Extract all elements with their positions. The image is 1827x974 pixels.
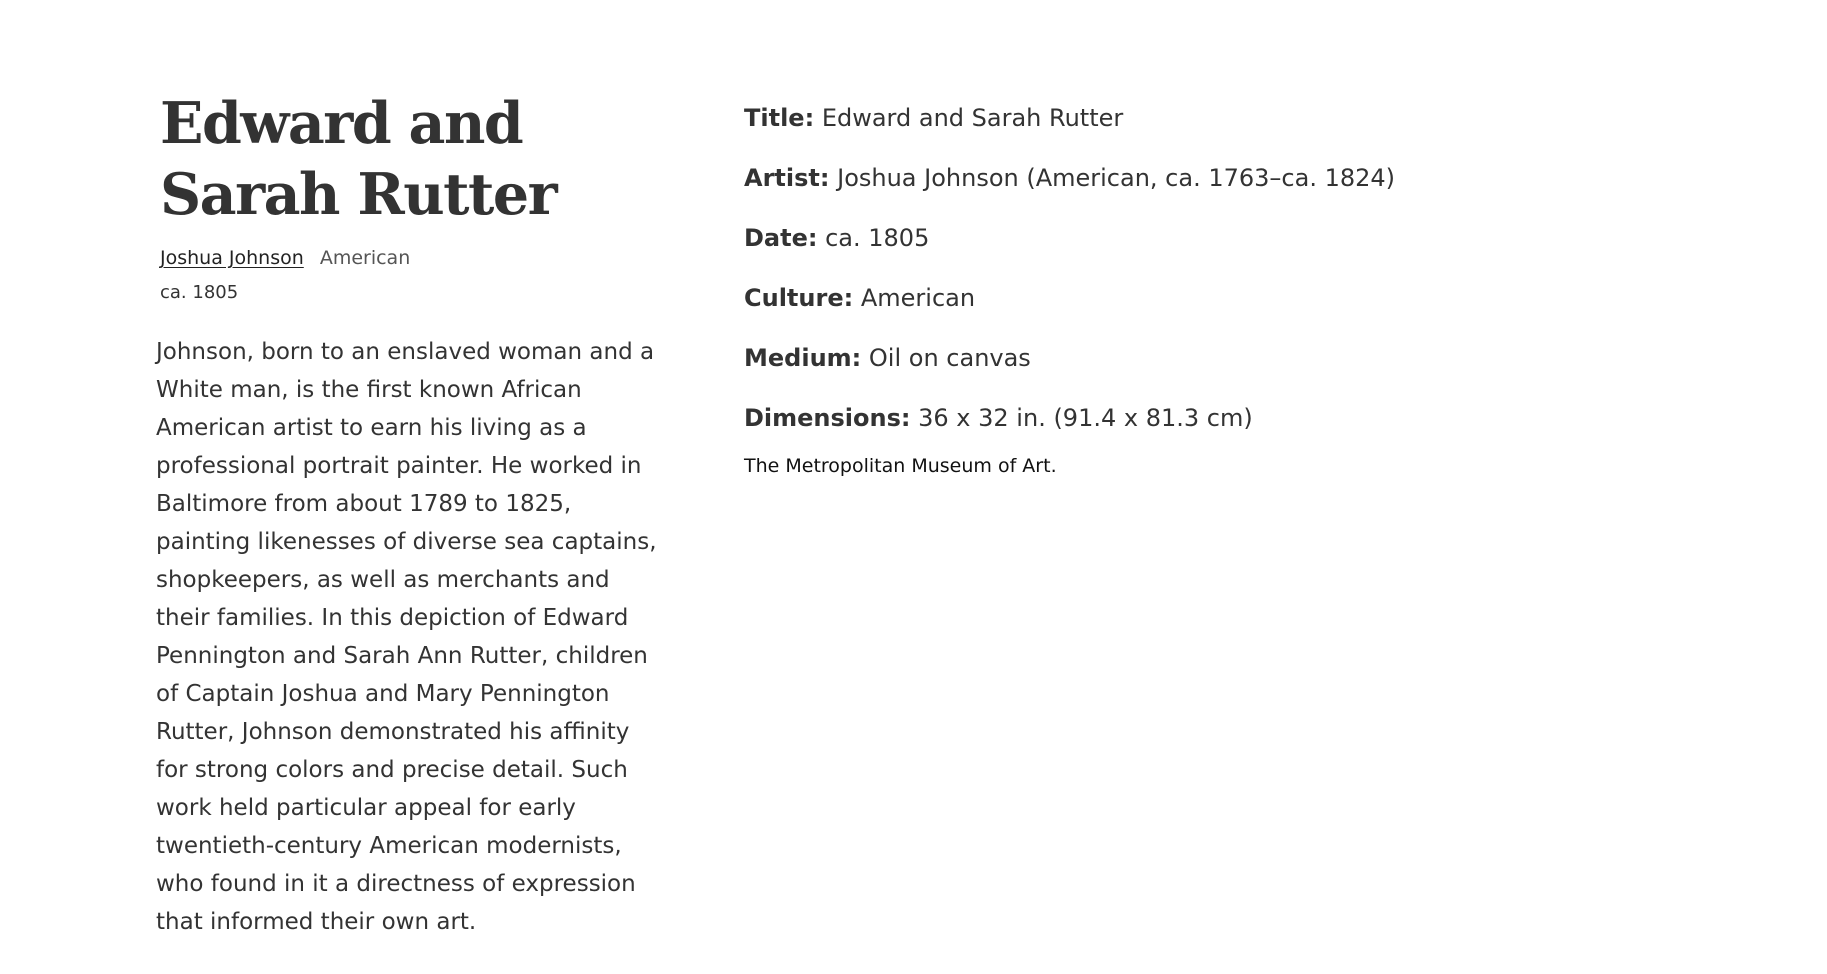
detail-artist bbox=[744, 158, 1444, 198]
artist-nationality: American bbox=[319, 247, 411, 269]
detail-artist-value: Joshua Johnson (American, ca. 1763–ca. 1824) bbox=[837, 164, 1396, 192]
detail-dimensions-label: Dimensions: bbox=[744, 404, 911, 432]
detail-dimensions bbox=[744, 398, 1444, 438]
detail-dimensions-value: 36 x 32 in. (91.4 x 81.3 cm) bbox=[918, 404, 1253, 432]
detail-medium bbox=[744, 338, 1444, 378]
artist-line bbox=[160, 246, 680, 270]
detail-culture-label: Culture: bbox=[744, 284, 854, 312]
detail-date bbox=[744, 218, 1444, 258]
detail-title-value: Edward and Sarah Rutter bbox=[821, 104, 1124, 132]
detail-title bbox=[744, 98, 1444, 138]
detail-date-label: Date: bbox=[744, 224, 818, 252]
credit-line: The Metropolitan Museum of Art. bbox=[744, 455, 1057, 477]
detail-culture bbox=[744, 278, 1444, 318]
detail-medium-value: Oil on canvas bbox=[868, 344, 1031, 372]
artist-link[interactable]: Joshua Johnson bbox=[160, 247, 304, 269]
detail-date-value: ca. 1805 bbox=[825, 224, 930, 252]
artwork-header bbox=[160, 88, 680, 304]
detail-title-label: Title: bbox=[744, 104, 815, 132]
detail-culture-value: American bbox=[860, 284, 976, 312]
artwork-title: Edward and Sarah Rutter bbox=[160, 90, 557, 228]
detail-medium-label: Medium: bbox=[744, 344, 862, 372]
detail-artist-label: Artist: bbox=[744, 164, 830, 192]
artwork-description: Johnson, born to an enslaved woman and a White man, is the first known African American artist to earn his living as a professional portrait painter. He worked in Baltimore from about 1789 to 1825, painting likenesses of diverse sea captains, shopkeepers, as well as merchants and their families. In this depiction of Edward Pennington and Sarah Ann Rutter, children of Captain Joshua and Mary Pennington Rutter, Johnson demonstrated his affinity for strong colors and precise detail. Such work held particular appeal for early twentieth-century American modernists, who found in it a directness of expression that informed their own art. bbox=[156, 339, 657, 935]
artwork-date: ca. 1805 bbox=[160, 282, 239, 303]
artwork-details bbox=[744, 98, 1444, 478]
